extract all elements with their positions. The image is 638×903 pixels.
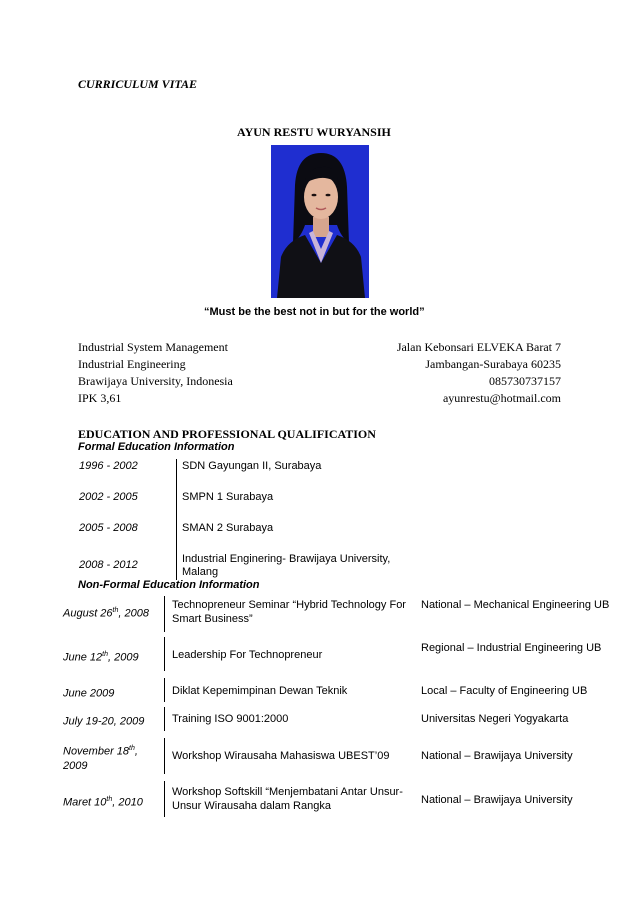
study-program: Industrial System Management [78,340,228,354]
course-scope: National – Brawijaya University [421,750,573,762]
contact-info [397,339,561,407]
phone-number: 085730737157 [489,374,561,388]
address-street: Jalan Kebonsari ELVEKA Barat 7 [396,340,561,354]
nonformal-education-heading: Non-Formal Education Information [78,579,260,591]
formal-education-heading: Formal Education Information [78,441,235,453]
row-divider [164,678,165,702]
course-date: June 2009 [63,687,115,700]
course-name: Workshop Softskill “Menjembatani Antar Unsur-Unsur Wirausaha dalam Rangka [172,786,403,812]
formal-years: 1996 - 2002 [79,460,138,472]
course-scope: Regional – Industrial Engineering UB [421,642,602,654]
formal-school: Industrial Enginering- Brawijaya University, Malang [182,553,391,578]
applicant-name: AYUN RESTU WURYANSIH [237,125,391,139]
course-date: August 26th, 2008 [63,607,149,620]
course-scope: Local – Faculty of Engineering UB [421,685,588,697]
department: Industrial Engineering [78,357,186,371]
row-divider [164,637,165,671]
formal-school: SDN Gayungan II, Surabaya [182,460,322,472]
course-name: Training ISO 9001:2000 [172,713,289,725]
course-date: November 18th, 2009 [63,745,138,772]
gpa: IPK 3,61 [78,391,122,405]
formal-school: SMPN 1 Surabaya [182,491,274,503]
course-scope: National – Mechanical Engineering UB [421,599,610,611]
row-divider [164,707,165,731]
university: Brawijaya University, Indonesia [78,374,233,388]
applicant-photo [271,145,369,298]
row-divider [164,596,165,632]
email-address[interactable]: ayunrestu@hotmail.com [442,391,561,405]
formal-years: 2008 - 2012 [79,559,138,571]
course-date: July 19-20, 2009 [63,715,145,728]
row-divider [164,738,165,774]
course-scope: Universitas Negeri Yogyakarta [421,713,569,725]
cv-title: CURRICULUM VITAE [78,77,198,91]
program-info [78,339,233,407]
address-city: Jambangan-Surabaya 60235 [425,357,561,371]
course-name: Diklat Kepemimpinan Dewan Teknik [172,685,348,697]
course-name: Leadership For Technopreneur [172,649,323,661]
course-scope: National – Brawijaya University [421,794,573,806]
course-date: June 12th, 2009 [63,651,139,664]
formal-years: 2002 - 2005 [79,491,138,503]
formal-school: SMAN 2 Surabaya [182,522,274,534]
education-heading: EDUCATION AND PROFESSIONAL QUALIFICATION [78,427,376,441]
course-date: Maret 10th, 2010 [63,796,143,809]
course-name: Technopreneur Seminar “Hybrid Technology For Smart Business” [172,599,406,625]
formal-years: 2005 - 2008 [79,522,138,534]
course-name: Workshop Wirausaha Mahasiswa UBEST’09 [172,750,390,762]
formal-divider [176,459,177,580]
motto: “Must be the best not in but for the world” [204,306,425,318]
row-divider [164,781,165,817]
